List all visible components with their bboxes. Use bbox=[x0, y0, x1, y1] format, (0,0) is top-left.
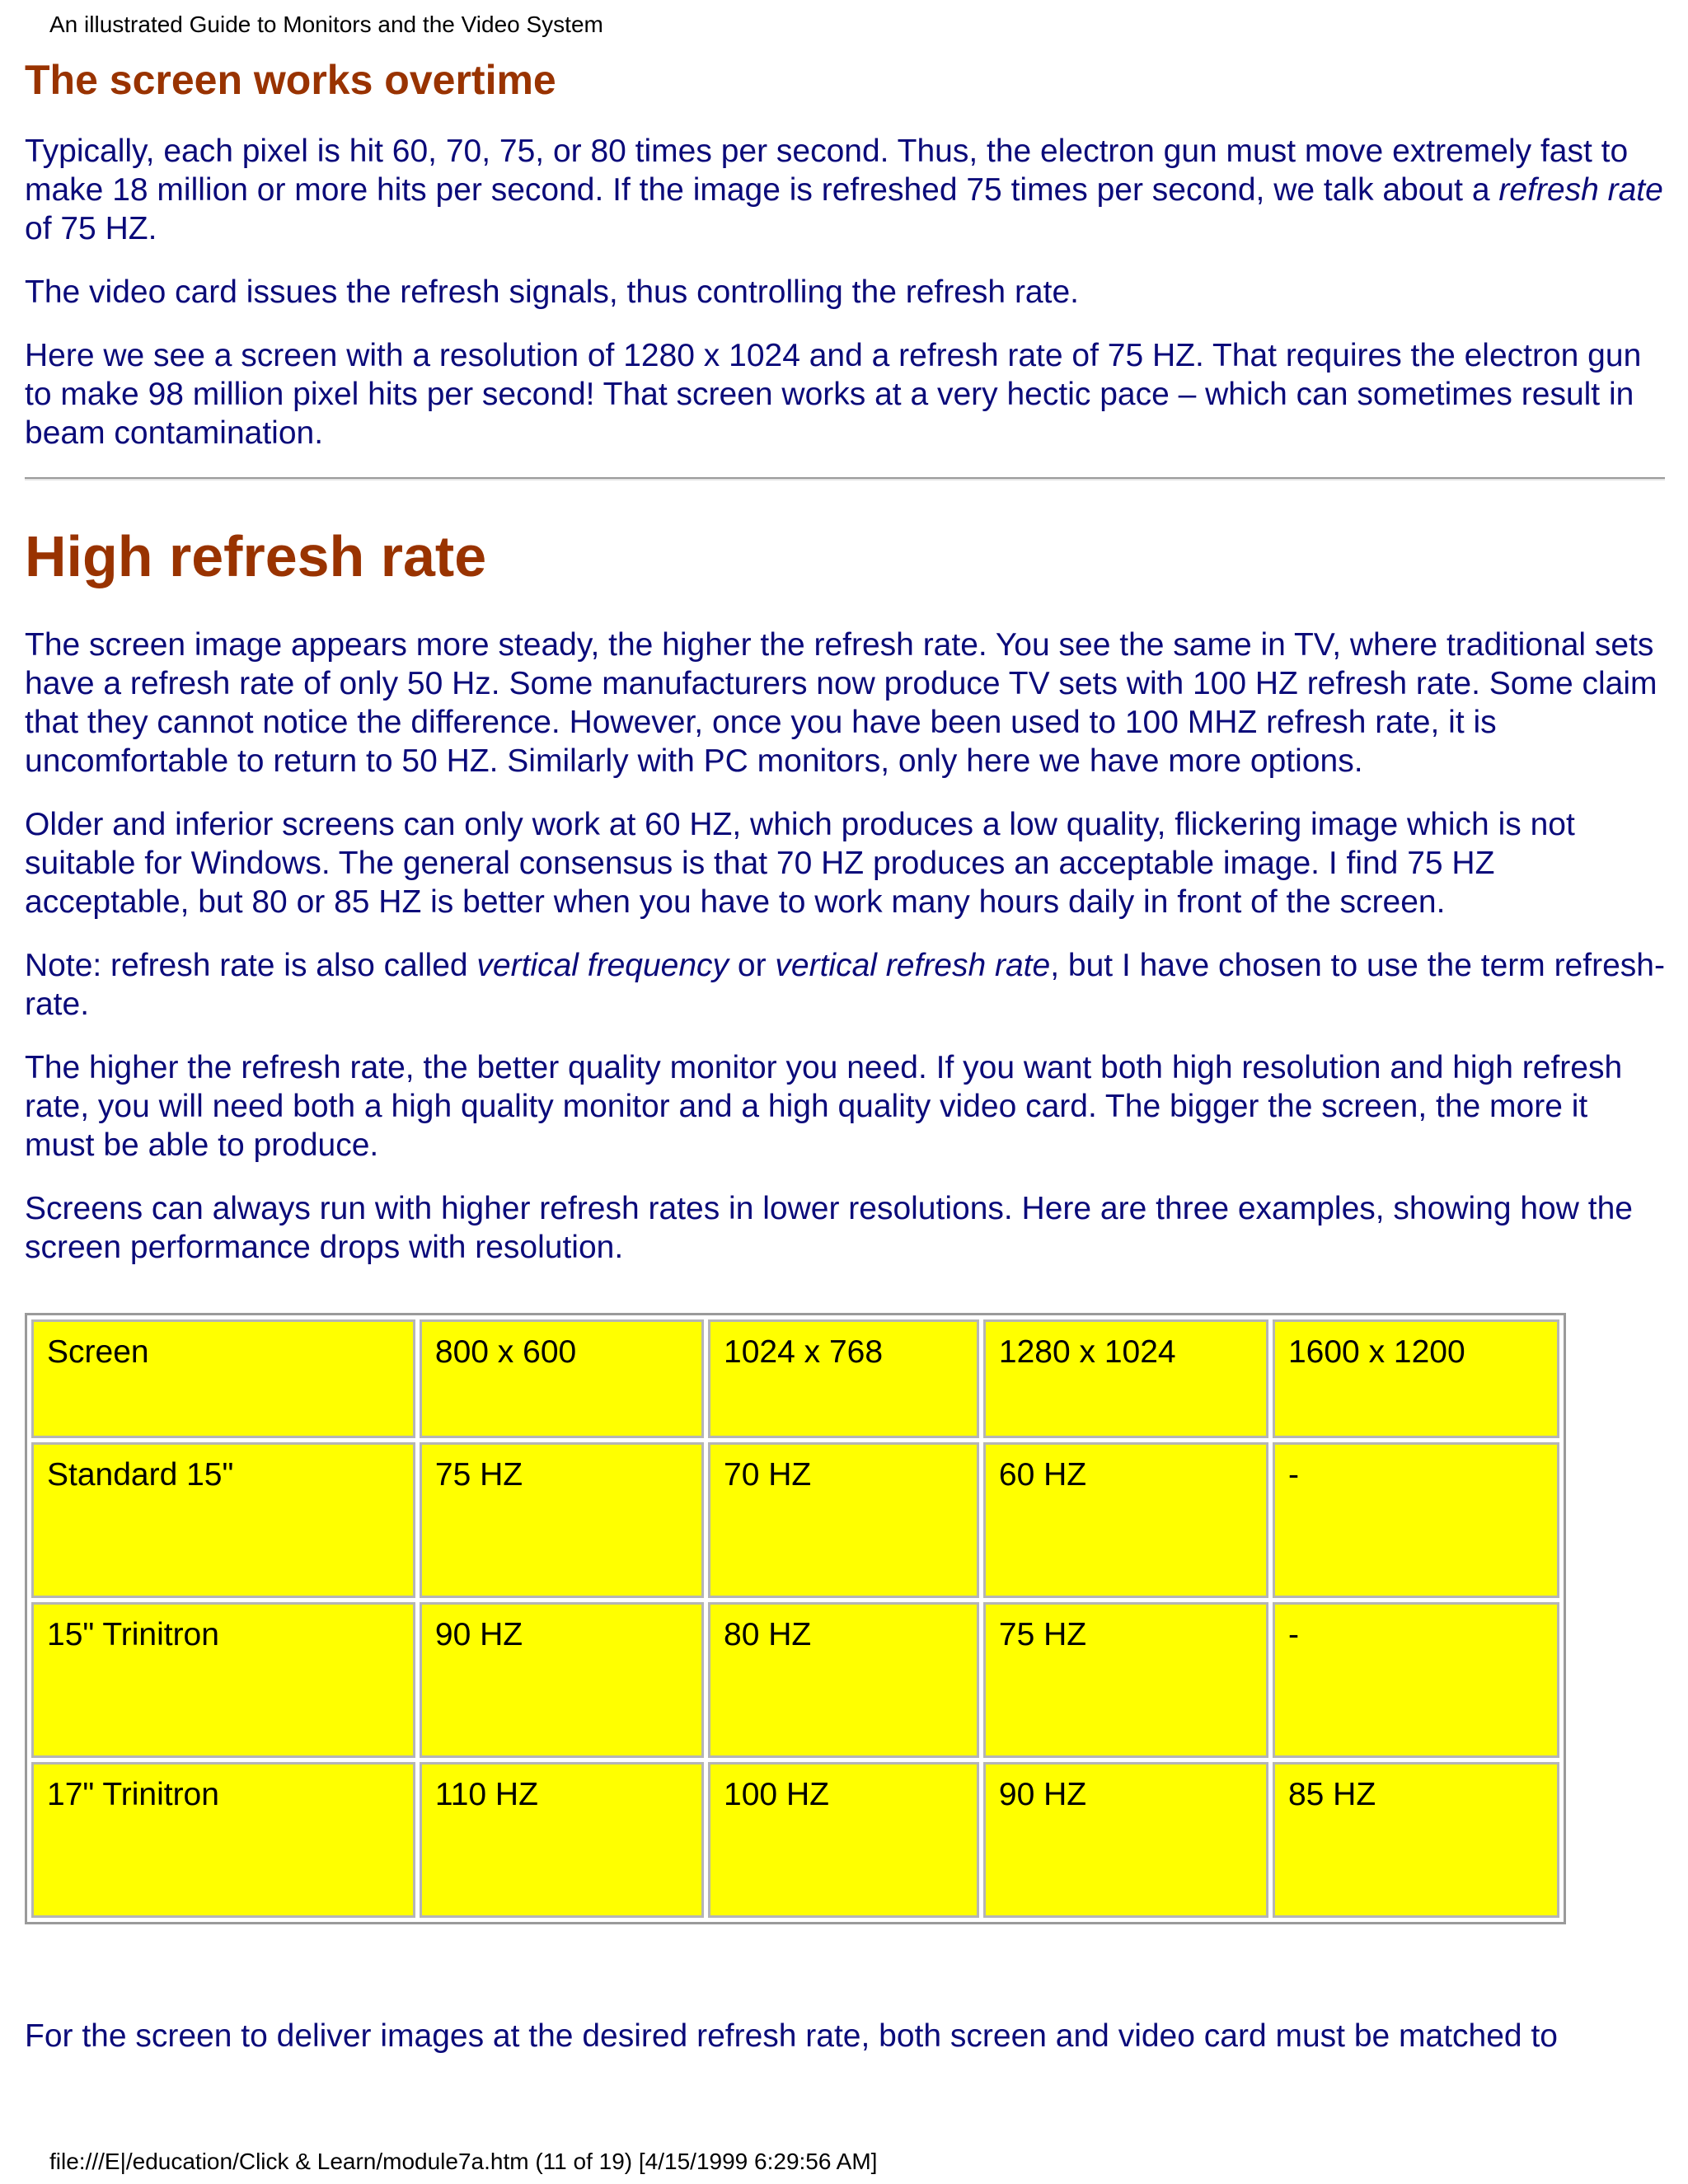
paragraph-resolution-example: Here we see a screen with a resolution of 1280 x 1024 and a refresh rate of 75 HZ. That requires the electron gun to make 98 million pixel hits per second! That screen works at a very hectic pace – which can sometimes result in beam contamination. bbox=[25, 338, 1642, 451]
table-cell: 85 HZ bbox=[1273, 1762, 1559, 1918]
paragraph-lower-resolutions: Screens can always run with higher refresh rates in lower resolutions. Here are three examples, showing how the screen performance drops with resolution. bbox=[25, 1191, 1633, 1265]
horizontal-rule bbox=[25, 477, 1665, 480]
table-cell: 90 HZ bbox=[983, 1762, 1268, 1918]
table-cell: 70 HZ bbox=[708, 1442, 979, 1598]
emphasis-vertical-frequency: vertical frequency bbox=[476, 948, 729, 983]
table-cell: Standard 15" bbox=[31, 1442, 415, 1598]
table-cell: - bbox=[1273, 1602, 1559, 1758]
section-title-screen-overtime: The screen works overtime bbox=[25, 57, 556, 103]
text-span: Note: refresh rate is also called bbox=[25, 948, 477, 983]
table-row bbox=[31, 1762, 1559, 1918]
table-cell: - bbox=[1273, 1442, 1559, 1598]
paragraph-note bbox=[25, 946, 1665, 1024]
table-cell: 1600 x 1200 bbox=[1273, 1319, 1559, 1438]
table-row bbox=[31, 1602, 1559, 1758]
table-cell: 75 HZ bbox=[983, 1602, 1268, 1758]
table-cell: 17" Trinitron bbox=[31, 1762, 415, 1918]
text-span: Typically, each pixel is hit 60, 70, 75, or 80 times per second. Thus, the electron gun must move extremely fast to make 18 million or more hits per second. If the image is refreshed 75 times per second, we talk about a bbox=[25, 134, 1629, 208]
section-title-high-refresh: High refresh rate bbox=[25, 524, 487, 588]
table-cell: 1024 x 768 bbox=[708, 1319, 979, 1438]
table-cell: 75 HZ bbox=[420, 1442, 704, 1598]
emphasis-refresh-rate: refresh rate bbox=[1498, 172, 1663, 208]
table-cell: 800 x 600 bbox=[420, 1319, 704, 1438]
paragraph-pixel-hits bbox=[25, 132, 1665, 248]
text-span: , but I have chosen to use the term refresh-rate. bbox=[25, 948, 1665, 1022]
table-cell: 15" Trinitron bbox=[31, 1602, 415, 1758]
table-row bbox=[31, 1442, 1559, 1598]
table-cell: 100 HZ bbox=[708, 1762, 979, 1918]
print-header: An illustrated Guide to Monitors and the Video System bbox=[49, 12, 603, 37]
text-span: or bbox=[729, 948, 776, 983]
table-cell: 1280 x 1024 bbox=[983, 1319, 1268, 1438]
table-cell: 90 HZ bbox=[420, 1602, 704, 1758]
text-span: of 75 HZ. bbox=[25, 211, 157, 246]
emphasis-vertical-refresh-rate: vertical refresh rate bbox=[775, 948, 1051, 983]
refresh-rate-table bbox=[25, 1313, 1566, 1924]
table-cell: 80 HZ bbox=[708, 1602, 979, 1758]
table-cell: 110 HZ bbox=[420, 1762, 704, 1918]
table-header-row bbox=[31, 1319, 1559, 1438]
print-footer: file:///E|/education/Click & Learn/module7a.htm (11 of 19) [4/15/1999 6:29:56 AM] bbox=[49, 2149, 878, 2174]
page-content bbox=[25, 49, 1665, 2080]
paragraph-steady-image: The screen image appears more steady, the higher the refresh rate. You see the same in TV, where traditional sets have a refresh rate of only 50 Hz. Some manufacturers now produce TV sets with 100 HZ refresh rate. Some claim that they cannot notice the difference. However, once you have been used to 100 MHZ refresh rate, it is uncomfortable to return to 50 HZ. Similarly with PC monitors, only here we have more options. bbox=[25, 627, 1658, 779]
paragraph-quality-monitor: The higher the refresh rate, the better quality monitor you need. If you want both high resolution and high refresh rate, you will need both a high quality monitor and a high quality video card. The bigger the screen, the more it must be able to produce. bbox=[25, 1050, 1623, 1163]
paragraph-closing: For the screen to deliver images at the desired refresh rate, both screen and video card must be matched to bbox=[25, 2018, 1558, 2054]
table-cell: Screen bbox=[31, 1319, 415, 1438]
paragraph-video-card: The video card issues the refresh signals, thus controlling the refresh rate. bbox=[25, 274, 1079, 310]
paragraph-older-screens: Older and inferior screens can only work at 60 HZ, which produces a low quality, flickering image which is not suitable for Windows. The general consensus is that 70 HZ produces an acceptable image. I find 75 HZ acceptable, but 80 or 85 HZ is better when you have to work many hours daily in front of the screen. bbox=[25, 807, 1575, 920]
table-cell: 60 HZ bbox=[983, 1442, 1268, 1598]
